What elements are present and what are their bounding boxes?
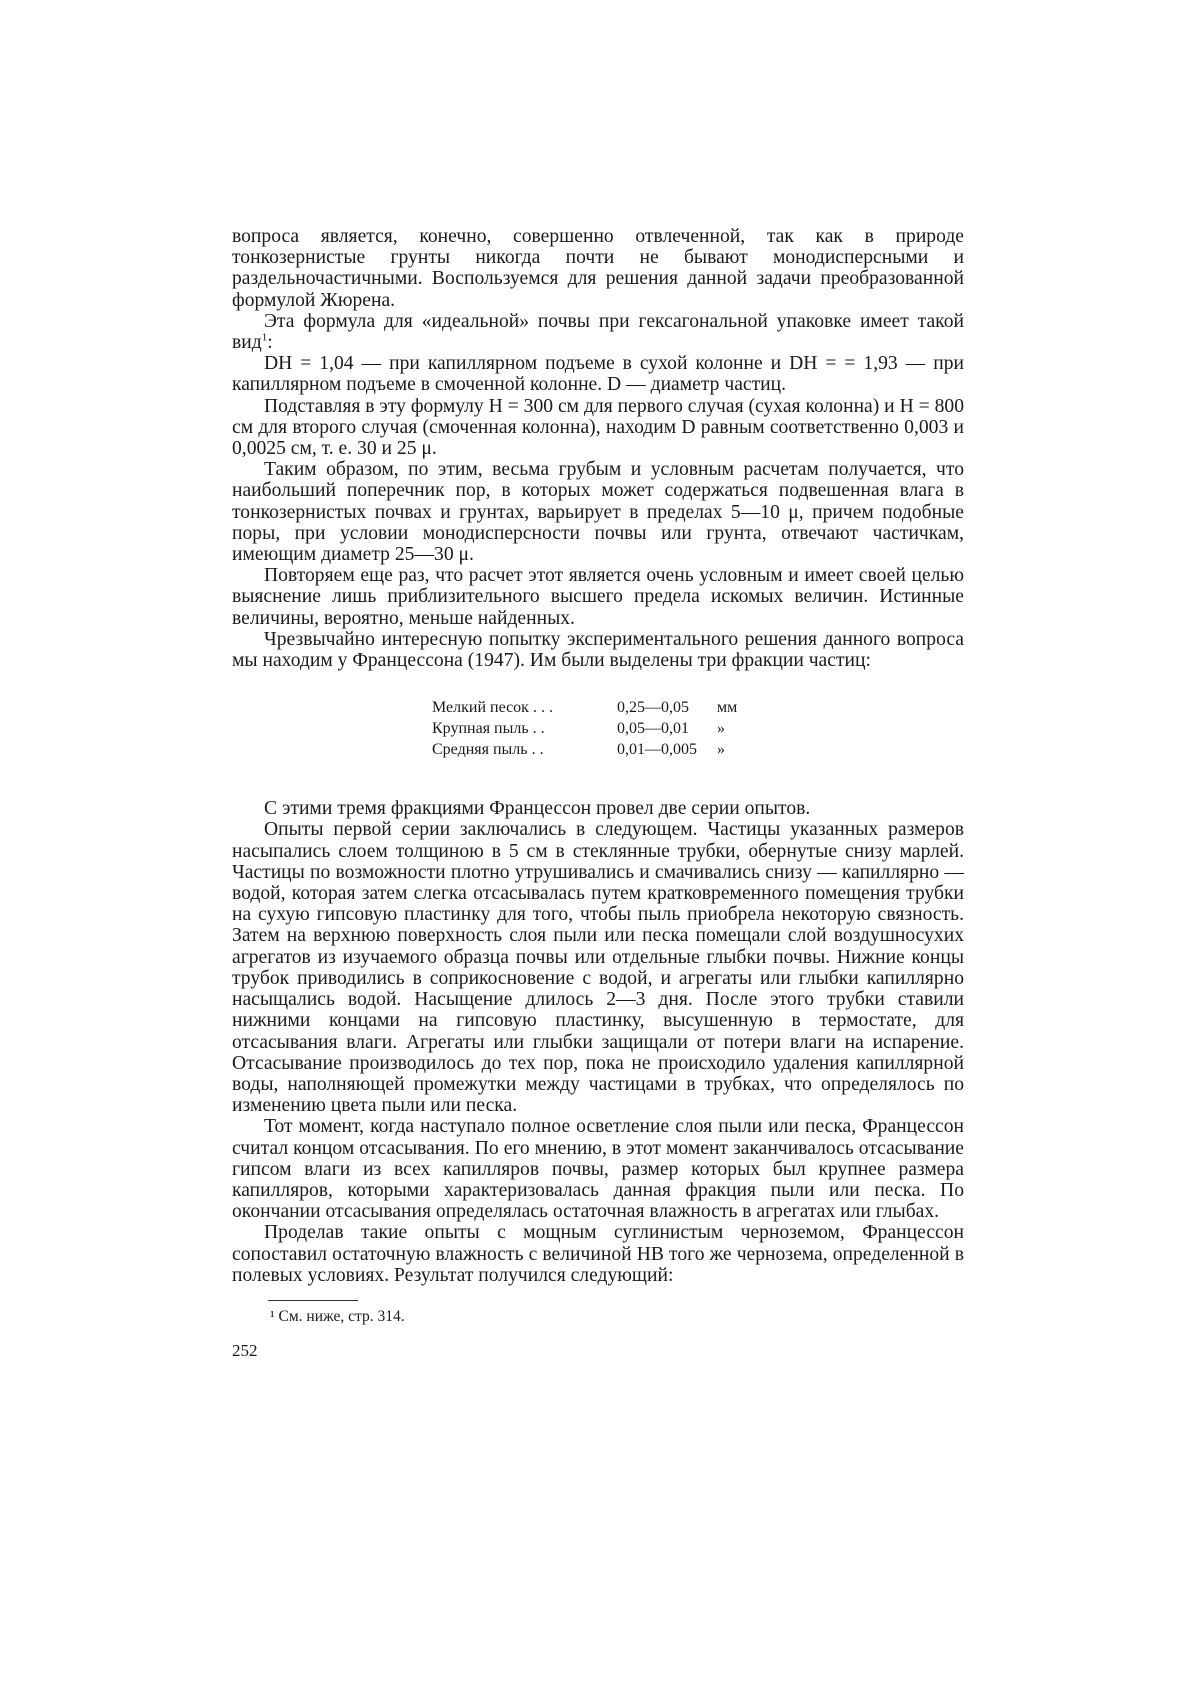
paragraph-3: Подставляя в эту формулу H = 300 см для первого случая (сухая колонна) и H = 800 см для второго случая (смоченная колонна), находим D равным соответственно 0,003 и 0,0025 см, т. е. 30 и 25 μ.: [232, 395, 964, 460]
paragraph-2: [232, 311, 964, 353]
fraction-unit: мм: [717, 699, 738, 717]
paragraph-2-tail: :: [267, 332, 273, 354]
paragraph-4: Таким образом, по этим, весьма грубым и условным расчетам получается, что наибольший поперечник пор, в которых может содержаться подвешенная влага в тонкозернистых почвах и грунтах, варьирует в пределах 5—10 μ, причем подобные поры, при условии монодисперсности почвы или грунта, отвечают частичкам, имеющим диаметр 25—30 μ.: [232, 459, 964, 566]
fraction-range: 0,25—0,05: [617, 699, 689, 717]
fraction-row: [432, 697, 964, 718]
page-number: 252: [232, 1340, 258, 1360]
fraction-name: Средняя пыль . .: [432, 741, 544, 759]
paragraph-6: Чрезвычайно интересную попытку экспериментального решения данного вопроса мы находим у Францессона (1947). Им были выделены три фракции частиц:: [232, 628, 964, 672]
paragraph-2-text: Эта формула для «идеальной» почвы при гексагональной упаковке имеет такой вид: [232, 310, 964, 354]
paragraph-5: Повторяем еще раз, что расчет этот является очень условным и имеет своей целью выяснение лишь приблизительного высшего предела искомых величин. Истинные величины, вероятно, меньше найденных.: [232, 565, 964, 629]
paragraph-8: Опыты первой серии заключались в следующем. Частицы указанных размеров насыпались слоем толщиною в 5 см в стеклянные трубки, обернутые снизу марлей. Частицы по возможности плотно утрушивались и смачивались снизу — капиллярно — водой, которая затем слегка отсасывалась путем кратковременного помещения трубки на сухую гипсовую пластинку для того, чтобы пыль приобрела некоторую связность. Затем на верхнюю поверхность слоя пыли или песка помещали слой воздушносухих агрегатов из изучаемого образца почвы или отдельные глыбки почвы. Нижние концы трубок приводились в соприкосновение с водой, и агрегаты или глыбки капиллярно насыщались водой. Насыщение длилось 2—3 дня. После этого трубки ставили нижними концами на гипсовую пластинку, высушенную в термостате, для отсасывания влаги. Агрегаты или глыбки защищали от потери влаги на испарение. Отсасывание производилось до тех пор, пока не происходило удаления капиллярной воды, наполняющей промежутки между частицами в трубках, что определялось по изменению цвета пыли или песка.: [232, 819, 964, 1117]
paragraph-9: Тот момент, когда наступало полное осветление слоя пыли или песка, Францессон считал концом отсасывания. По его мнению, в этот момент заканчивалось отсасывание гипсом влаги из всех капилляров почвы, размер которых был крупнее размера капилляров, которыми характеризовалась данная фракция пыли или песка. По окончании отсасывания определялась остаточная влажность в агрегатах или глыбах.: [232, 1116, 964, 1223]
fraction-range: 0,05—0,01: [617, 720, 689, 738]
fraction-unit: »: [717, 720, 725, 738]
fractions-table: [432, 697, 964, 760]
paragraph-10: Проделав такие опыты с мощным суглинистым черноземом, Францессон сопоставил остаточную влажность с величиной НВ того же чернозема, определенной в полевых условиях. Результат получился следующий:: [232, 1222, 964, 1286]
footnote-divider: [268, 1300, 358, 1301]
paragraph-1: вопроса является, конечно, совершенно отвлеченной, так как в природе тонкозернистые грунты никогда почти не бывают монодисперсными и раздельночастичными. Воспользуемся для решения данной задачи преобразованной формулой Жюрена.: [232, 226, 964, 311]
fraction-row: [432, 718, 964, 739]
fraction-name: Мелкий песок . . .: [432, 699, 553, 717]
fraction-unit: »: [717, 741, 725, 759]
fraction-name: Крупная пыль . .: [432, 720, 545, 738]
page-body: [232, 226, 964, 1361]
paragraph-7: С этими тремя фракциями Францессон провел две серии опытов.: [264, 798, 811, 820]
fraction-range: 0,01—0,005: [617, 741, 697, 759]
footnote-ref: 1: [261, 331, 268, 344]
fraction-row: [432, 739, 964, 760]
formula-paragraph: DH = 1,04 — при капиллярном подъеме в сухой колонне и DH = = 1,93 — при капиллярном подъеме в смоченной колонне. D — диаметр частиц.: [232, 353, 964, 396]
footnote: ¹ См. ниже, стр. 314.: [270, 1307, 405, 1325]
